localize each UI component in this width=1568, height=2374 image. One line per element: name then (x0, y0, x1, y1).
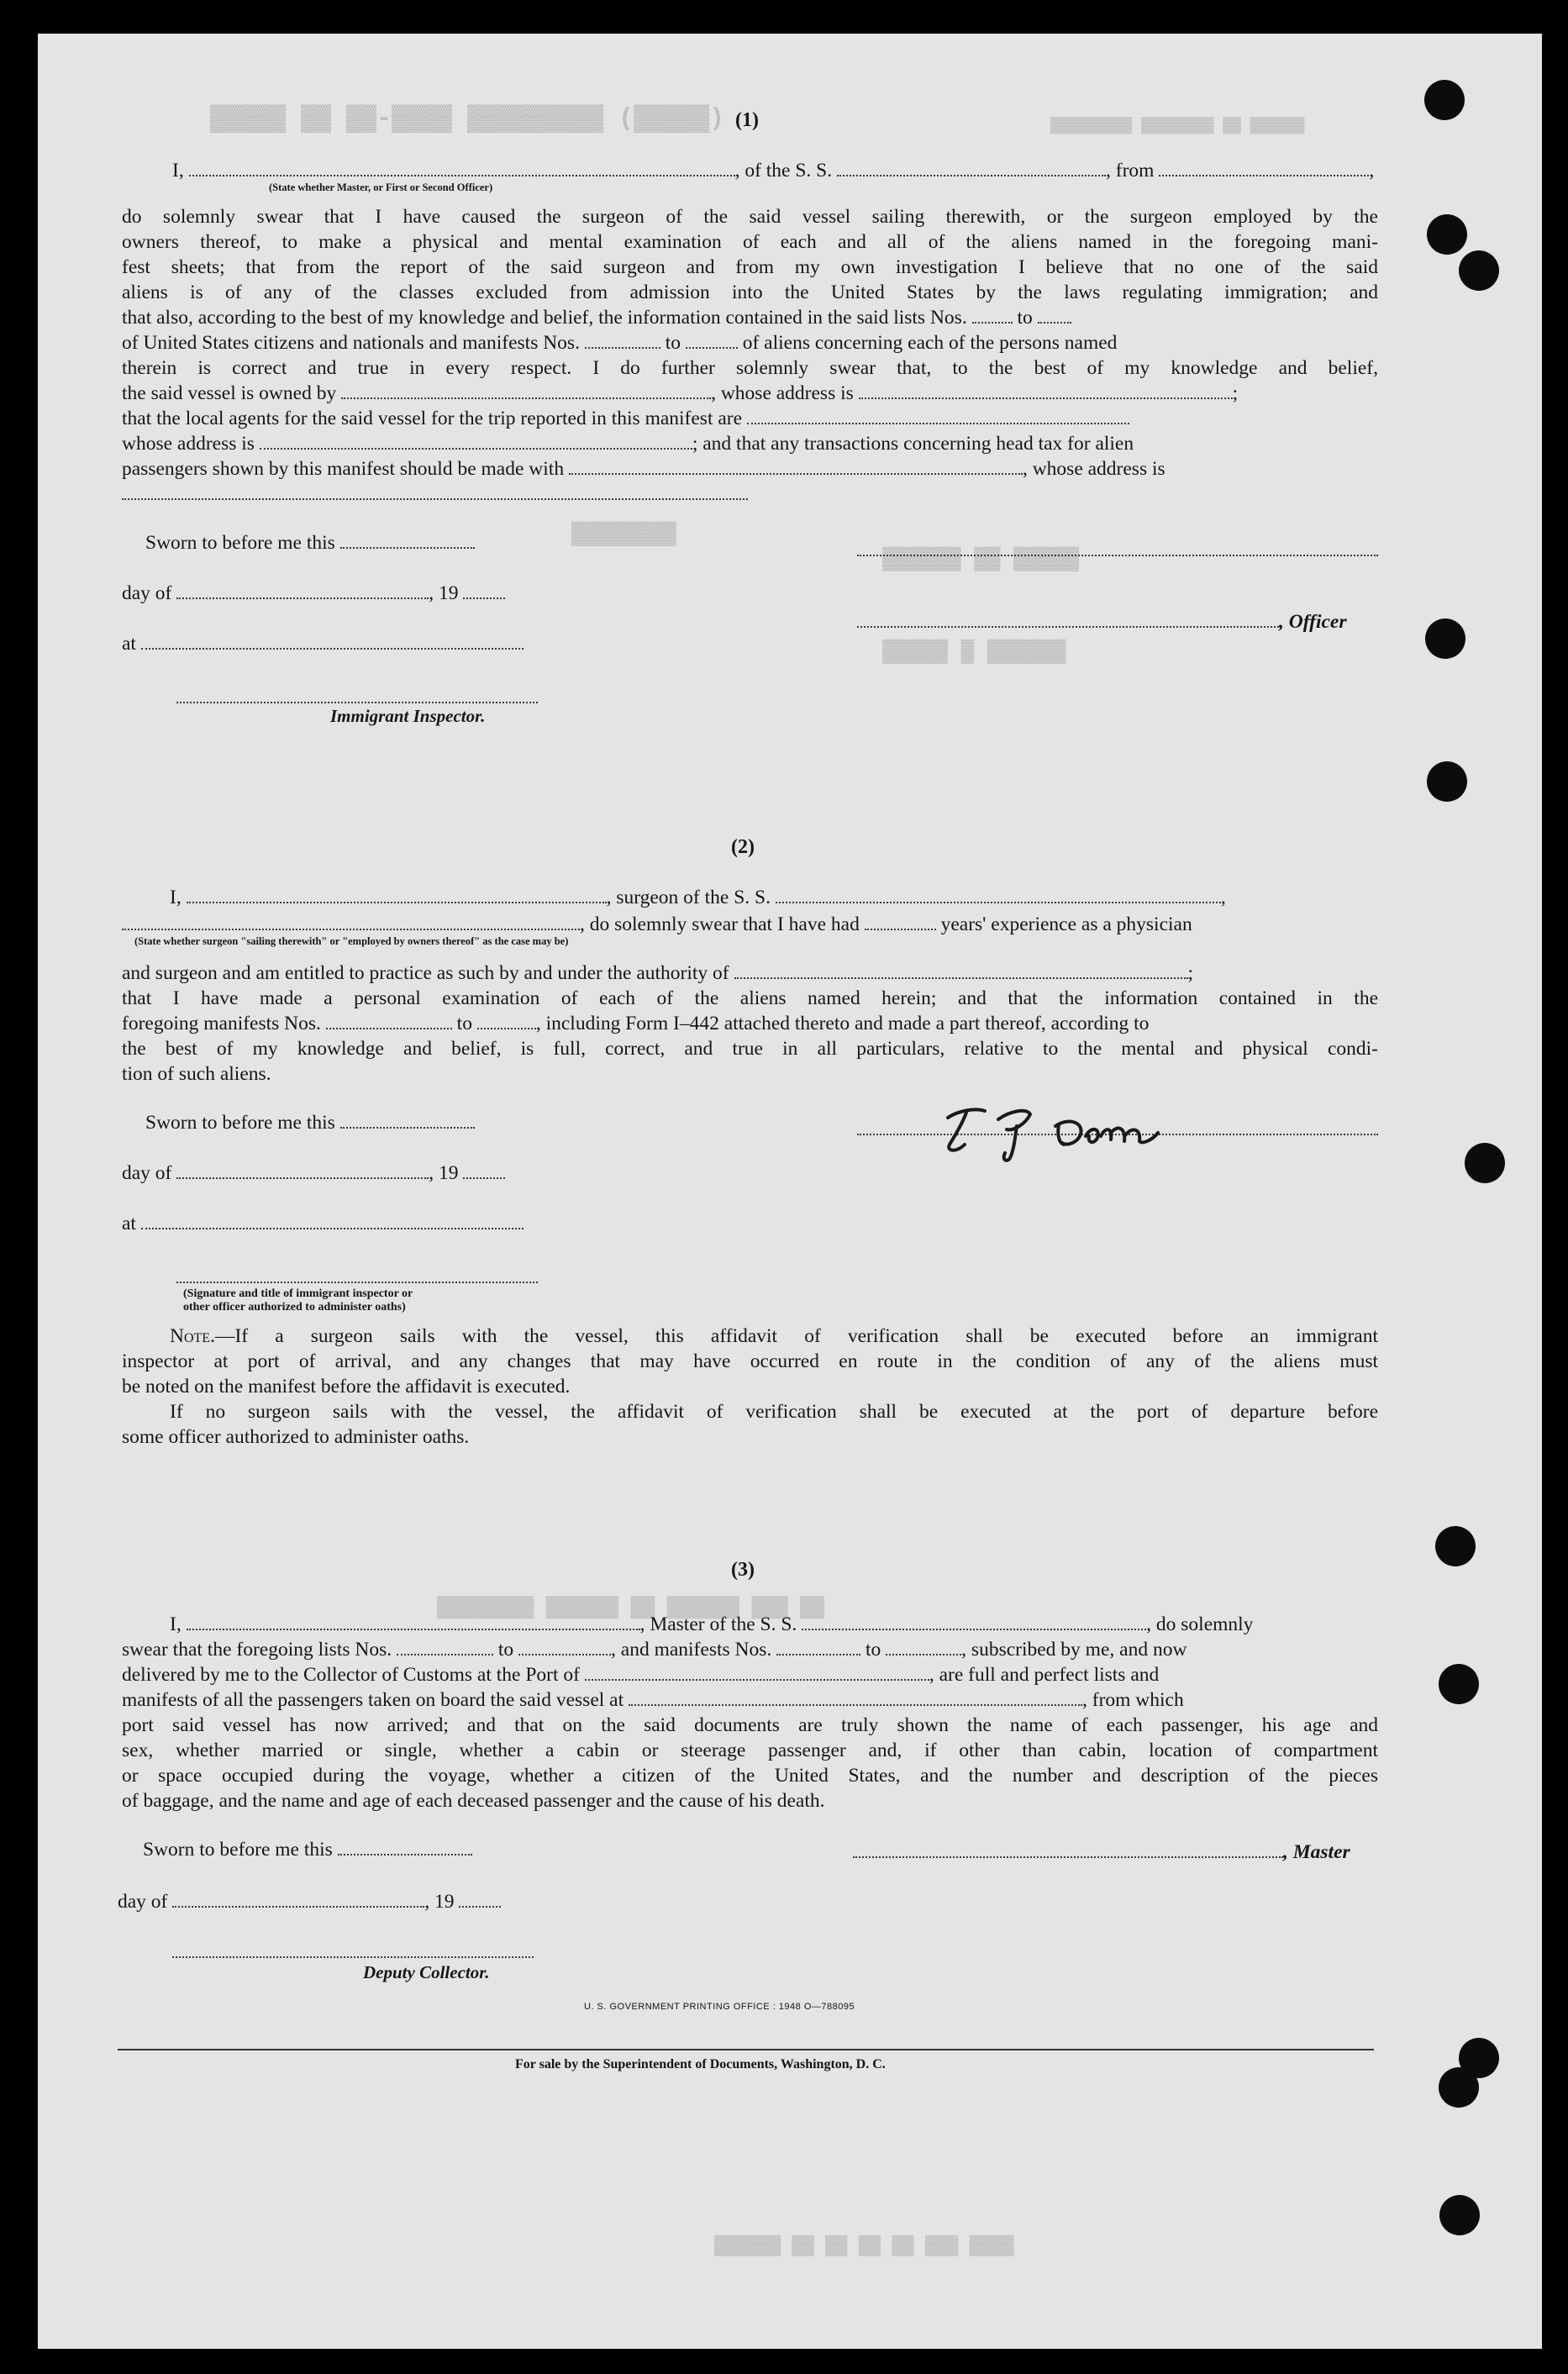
master-vessel-field[interactable] (802, 1613, 1146, 1630)
section-2-line-2: , do solemnly swear that I have had years' experience as a physician (122, 912, 1192, 938)
note-line-4: If no surgeon sails with the vessel, the affidavit of verification shall be executed at the port of departure before (170, 1401, 1378, 1423)
rank-caption: (State whether Master, or First or Second Officer) (269, 182, 493, 193)
note-line-3: be noted on the manifest before the affidavit is executed. (122, 1376, 571, 1398)
bleed-through-text: ▓▓▓▓▓▓ ▓▓ ▓▓ ▓▓ ▓▓ ▓▓▓ ▓▓▓▓ (714, 2235, 1014, 2256)
surgeon-manifests-from-field[interactable] (326, 1013, 452, 1029)
embarkation-port-field[interactable] (629, 1689, 1082, 1706)
bleed-through-text: ▓▓▓▓▓▓▓▓▓ ▓▓▓▓▓▓▓▓ ▓▓ ▓▓▓▓▓▓ (1050, 118, 1305, 134)
section-1-officer-line: , Officer (857, 611, 1346, 634)
section-2-line-4: that I have made a personal examination of each of the aliens named herein; and that the information contained in the (122, 987, 1378, 1009)
section-1-line-11: whose address is ; and that any transactions concerning head tax for alien (122, 433, 1134, 455)
collector-signature-line[interactable] (172, 1956, 534, 1958)
master-sworn-year-field[interactable] (459, 1891, 501, 1908)
administering-officer-caption-2: other officer authorized to administer oaths) (183, 1301, 406, 1313)
section-3-line-6: sex, whether married or single, whether a cabin or steerage passenger and, if other than cabin, location of compartment (122, 1740, 1378, 1761)
section-3-line-2: swear that the foregoing lists Nos. to , and manifests Nos. to , subscribed by me, and now (122, 1639, 1187, 1661)
section-1-line-4: fest sheets; that from the report of the said surgeon and from my own investigation I believe that no one of the said (122, 256, 1378, 278)
master-sworn-month-field[interactable] (172, 1891, 424, 1908)
section-3-line-1: I, , Master of the S. S. , do solemnly (170, 1613, 1254, 1635)
owner-field[interactable] (341, 382, 711, 399)
inspector-title: Immigrant Inspector. (330, 706, 486, 726)
section-2-line-1: I, , surgeon of the S. S. , (170, 887, 1226, 908)
section-1-line-1: I, , of the S. S. , from , (172, 160, 1375, 182)
collector-title: Deputy Collector. (363, 1962, 490, 1982)
sworn-month-field[interactable] (176, 582, 429, 599)
master-lists-to-field[interactable] (518, 1639, 611, 1655)
vessel-name-field[interactable] (837, 160, 1106, 176)
punch-hole (1439, 1664, 1479, 1704)
section-2-at: at (122, 1213, 524, 1235)
manifests-to-field[interactable] (686, 332, 738, 349)
local-agents-field[interactable] (747, 408, 1129, 424)
master-manifests-to-field[interactable] (886, 1639, 961, 1655)
bleed-through-text: ▓▓▓▓▓▓▓▓ ▓▓▓▓▓▓ ▓▓ ▓▓▓▓▓▓ ▓▓▓ ▓▓ (437, 1597, 824, 1619)
section-1-signature-line[interactable] (857, 555, 1378, 556)
section-2-line-5: foregoing manifests Nos. to , including Form I–442 attached thereto and made a part thereof, according to (122, 1013, 1150, 1034)
officer-signature-field[interactable] (857, 611, 1279, 628)
bleed-through-text: ▓▓▓▓▓ ▓▓ ▓▓-▓▓▓▓ ▓▓▓▓▓▓▓▓▓ (▓▓▓▓▓) (210, 105, 725, 134)
section-1-at: at (122, 633, 524, 655)
section-2-line-3: and surgeon and am entitled to practice as such by and under the authority of ; (122, 962, 1194, 984)
sale-notice: For sale by the Superintendent of Documents, Washington, D. C. (515, 2057, 886, 2071)
surgeon-status-caption: (State whether surgeon "sailing therewith" or "employed by owners thereof" as the case may be) (134, 935, 569, 947)
owner-address-field[interactable] (859, 382, 1233, 399)
section-3-sworn: Sworn to before me this (143, 1839, 472, 1861)
section-3-line-5: port said vessel has now arrived; and that on the said documents are truly shown the name of each passenger, his age and (122, 1714, 1378, 1736)
head-tax-party-field[interactable] (569, 458, 1023, 475)
surgeon-name-field[interactable] (187, 887, 607, 903)
surgeon-status-field[interactable] (122, 913, 580, 930)
administering-officer-signature-line[interactable] (176, 1282, 538, 1283)
surgeon-vessel-field[interactable] (776, 887, 1221, 903)
sworn-day-field[interactable] (340, 532, 475, 549)
surgeon-sworn-day-field[interactable] (340, 1112, 475, 1129)
lists-to-field[interactable] (1038, 307, 1071, 324)
section-3-oath (122, 1612, 1378, 1830)
surgeon-signature (933, 1092, 1193, 1164)
section-1-dayof: day of , 19 (122, 582, 505, 605)
punch-hole (1439, 2067, 1479, 2108)
lists-from-field[interactable] (972, 307, 1013, 324)
section-3-master-line: , Master (853, 1841, 1350, 1864)
section-2-sworn: Sworn to before me this (145, 1112, 475, 1134)
departure-port-field[interactable] (1159, 160, 1369, 176)
punch-hole (1427, 761, 1467, 802)
master-manifests-from-field[interactable] (776, 1639, 860, 1655)
manifests-from-field[interactable] (585, 332, 660, 349)
section-3-line-7: or space occupied during the voyage, whether a citizen of the United States, and the number and description of the pieces (122, 1765, 1378, 1787)
section-1-line-12: passengers shown by this manifest should be made with , whose address is (122, 458, 1165, 480)
section-3-line-3: delivered by me to the Collector of Customs at the Port of , are full and perfect lists and (122, 1664, 1160, 1686)
section-1-number: (1) (735, 109, 759, 131)
administering-officer-caption-1: (Signature and title of immigrant inspector or (183, 1287, 413, 1300)
sworn-place-field[interactable] (141, 633, 524, 650)
punch-hole (1459, 250, 1499, 291)
punch-hole (1439, 2195, 1480, 2235)
footer-rule (118, 2049, 1374, 2050)
section-2-line-6: the best of my knowledge and belief, is full, correct, and true in all particulars, relative to the mental and physical condi- (122, 1038, 1378, 1060)
section-1-line-10: that the local agents for the said vessel for the trip reported in this manifest are (122, 406, 1129, 432)
agents-address-field[interactable] (260, 433, 692, 450)
section-1-sworn: Sworn to before me this (145, 532, 475, 555)
inspector-signature-line[interactable] (176, 702, 538, 703)
surgeon-note (122, 1324, 1378, 1450)
customs-port-field[interactable] (585, 1664, 929, 1681)
surgeon-sworn-place-field[interactable] (141, 1213, 524, 1229)
punch-hole (1425, 619, 1465, 659)
sworn-year-field[interactable] (463, 582, 505, 599)
section-1-line-7: of United States citizens and nationals and manifests Nos. to of aliens concerning each of the persons named (122, 332, 1118, 354)
punch-hole (1465, 1143, 1505, 1183)
section-3-number: (3) (731, 1559, 755, 1581)
section-1-line-9: the said vessel is owned by , whose address is ; (122, 382, 1239, 404)
section-1-line-2: do solemnly swear that I have caused the surgeon of the said vessel sailing therewith, or the surgeon employed by the (122, 206, 1378, 228)
surgeon-manifests-to-field[interactable] (477, 1013, 536, 1029)
bleed-through-text: ▓▓▓▓▓▓▓▓ (571, 521, 676, 546)
master-signature-field[interactable] (853, 1841, 1283, 1858)
practice-authority-field[interactable] (734, 962, 1188, 979)
section-2-number: (2) (731, 836, 755, 858)
section-1-line-8: therein is correct and true in every respect. I do further solemnly swear that, to the best of my knowledge and belief, (122, 357, 1378, 379)
punch-hole (1427, 214, 1467, 255)
note-line-2: inspector at port of arrival, and any changes that may have occurred en route in the condition of any of the aliens must (122, 1350, 1378, 1372)
years-experience-field[interactable] (865, 913, 936, 930)
printing-office-imprint: U. S. GOVERNMENT PRINTING OFFICE : 1948 O—788095 (584, 2002, 855, 2012)
section-2-line-7: tion of such aliens. (122, 1063, 271, 1085)
head-tax-address-field[interactable] (122, 498, 748, 500)
note-line-5: some officer authorized to administer oaths. (122, 1426, 470, 1448)
master-name-field[interactable] (187, 1613, 640, 1630)
section-1-oath (122, 158, 1378, 511)
bleed-through-text: ▓▓▓▓▓▓ ▓▓ ▓▓▓▓▓ (882, 546, 1080, 571)
section-3-dayof: day of , 19 (118, 1891, 501, 1913)
section-1-line-3: owners thereof, to make a physical and mental examination of each and all of the aliens named in the foregoing mani- (122, 231, 1378, 253)
officer-rank-field[interactable] (189, 160, 735, 176)
section-1-line-6: that also, according to the best of my knowledge and belief, the information contained in the said lists Nos. to (122, 305, 1071, 331)
bleed-through-text: ▓▓▓▓▓ ▓ ▓▓▓▓▓▓ (882, 639, 1066, 664)
surgeon-sworn-year-field[interactable] (463, 1162, 505, 1179)
section-3-line-4: manifests of all the passengers taken on board the said vessel at , from which (122, 1689, 1184, 1711)
note-line-1: Note.—If a surgeon sails with the vessel, this affidavit of verification shall be executed before an immigrant (170, 1325, 1378, 1347)
section-3-line-8: of baggage, and the name and age of each deceased passenger and the cause of his death. (122, 1790, 825, 1812)
master-sworn-day-field[interactable] (338, 1839, 472, 1856)
punch-hole (1424, 80, 1465, 120)
section-1-line-5: aliens is of any of the classes excluded from admission into the United States by the laws regulating immigration; and (122, 282, 1378, 303)
master-lists-from-field[interactable] (397, 1639, 493, 1655)
section-2-dayof: day of , 19 (122, 1162, 505, 1185)
punch-hole (1435, 1526, 1476, 1566)
section-2-oath (122, 885, 1378, 1103)
surgeon-sworn-month-field[interactable] (176, 1162, 429, 1179)
